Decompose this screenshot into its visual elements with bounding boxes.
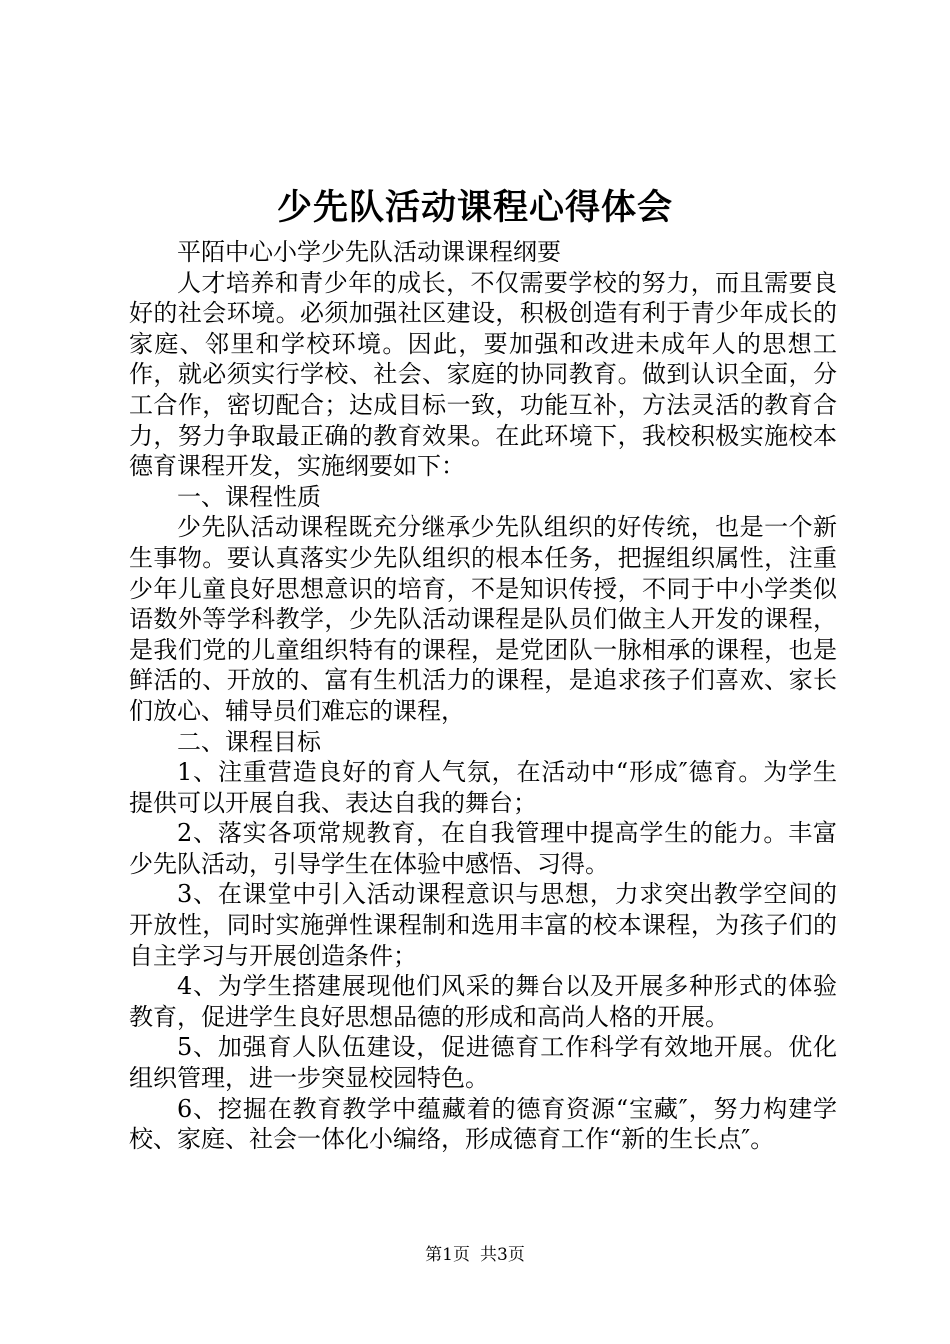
page-number: 第1页 bbox=[425, 1245, 470, 1265]
section-heading-goals: 二、课程目标 bbox=[177, 727, 321, 756]
goal-item-5: 5、加强育人队伍建设，促进德育工作科学有效地开展。优化组织管理，进一步突显校园特色。 bbox=[129, 1033, 837, 1093]
paragraph-intro: 人才培养和青少年的成长，不仅需要学校的努力，而且需要良好的社会环境。必须加强社区建设，积极创造有利于青少年成长的家庭、邻里和学校环境。因此，要加强和改进未成年人的思想工作，就必须实行学校、社会、家庭的协同教育。做到认识全面，分工合作，密切配合；达成目标一致，功能互补，方法灵活的教育合力，努力争取最正确的教育效果。在此环境下，我校积极实施校本德育课程开发，实施纲要如下： bbox=[129, 268, 837, 481]
goal-item-2: 2、落实各项常规教育，在自我管理中提高学生的能力。丰富少先队活动，引导学生在体验中感悟、习得。 bbox=[129, 819, 837, 878]
goal-item-4: 4、为学生搭建展现他们风采的舞台以及开展多种形式的体验教育，促进学生良好思想品德的形成和高尚人格的开展。 bbox=[129, 972, 837, 1031]
goal-item-6: 6、挖掘在教育教学中蕴藏着的德育资源“宝藏″，努力构建学校、家庭、社会一体化小编络，形成德育工作“新的生长点″。 bbox=[129, 1094, 837, 1154]
paragraph-subtitle: 平陌中心小学少先队活动课课程纲要 bbox=[177, 238, 561, 266]
section-heading-nature: 一、课程性质 bbox=[177, 482, 321, 511]
goal-item-1: 1、注重营造良好的育人气氛，在活动中“形成″德育。为学生提供可以开展自我、表达自我的舞台； bbox=[129, 758, 837, 817]
page-footer bbox=[0, 1243, 950, 1267]
document-body bbox=[129, 237, 837, 1155]
paragraph-nature: 少先队活动课程既充分继承少先队组织的好传统，也是一个新生事物。要认真落实少先队组织的根本任务，把握组织属性，注重少年儿童良好思想意识的培育，不是知识传授，不同于中小学类似语数外等学科教学，少先队活动课程是队员们做主人开发的课程，是我们党的儿童组织特有的课程，是党团队一脉相承的课程，也是鲜活的、开放的、富有生机活力的课程，是追求孩子们喜欢、家长们放心、辅导员们难忘的课程， bbox=[129, 513, 837, 725]
document-title: 少先队活动课程心得体会 bbox=[276, 187, 673, 228]
page-total: 共3页 bbox=[480, 1245, 525, 1265]
goal-item-3: 3、在课堂中引入活动课程意识与思想，力求突出教学空间的开放性，同时实施弹性课程制和选用丰富的校本课程，为孩子们的自主学习与开展创造条件； bbox=[129, 880, 837, 970]
